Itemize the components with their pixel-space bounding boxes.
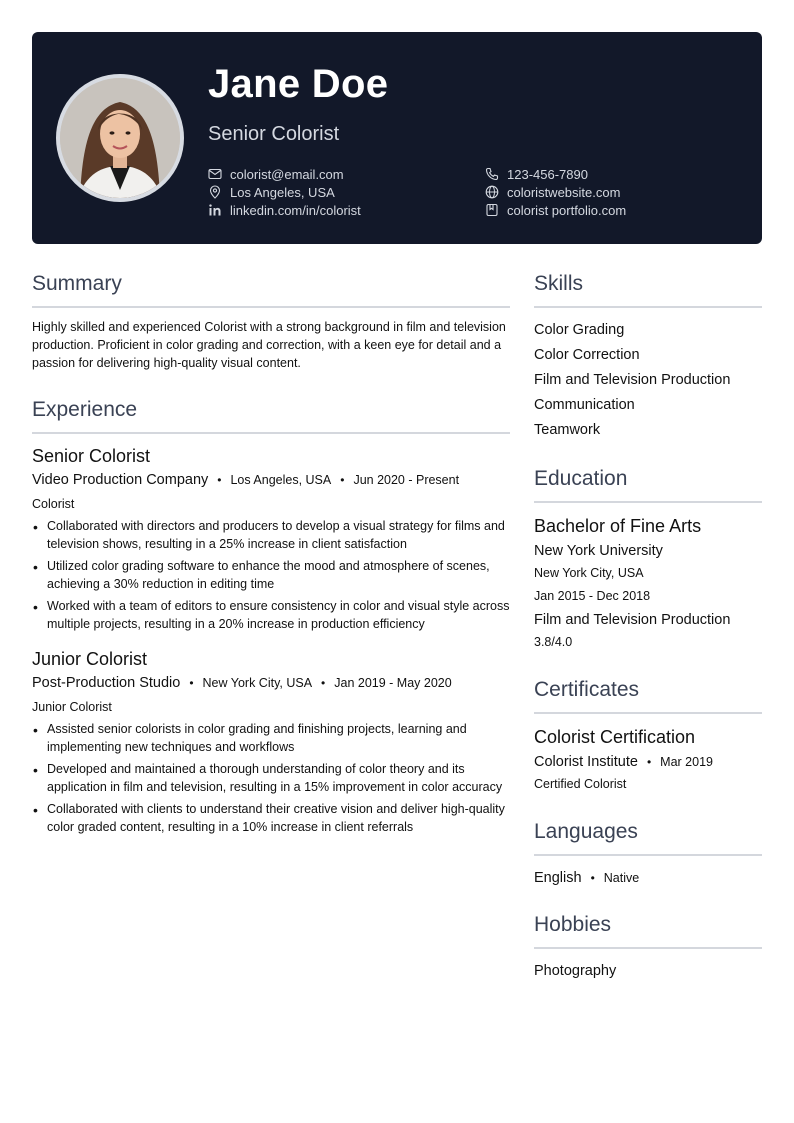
separator-dot: •: [321, 676, 326, 690]
certificate-issuer: Colorist Institute: [534, 754, 638, 770]
contact-linkedin[interactable]: [208, 202, 485, 218]
hobbies-heading: Hobbies: [534, 909, 762, 949]
gpa: 3.8/4.0: [534, 635, 573, 649]
hobby-item: Photography: [534, 963, 617, 979]
certificates-section: [534, 674, 762, 796]
candidate-name: Jane Doe: [208, 62, 389, 106]
education-section: [534, 463, 762, 654]
job-entry: [32, 444, 510, 633]
contact-list: [208, 166, 748, 218]
job-meta: [32, 472, 510, 494]
skills-section: [534, 268, 762, 443]
contact-location: [208, 184, 485, 200]
job-role: Junior Colorist: [32, 700, 112, 714]
education-dates: Jan 2015 - Dec 2018: [534, 589, 651, 603]
bookmark-icon: [485, 203, 499, 217]
skill-item: Teamwork: [534, 422, 601, 438]
contact-portfolio-text: colorist portfolio.com: [507, 202, 627, 218]
certificate-name: Colorist Certification: [534, 727, 696, 747]
certificates-heading: Certificates: [534, 674, 762, 714]
contact-website[interactable]: [485, 184, 748, 200]
contact-email-text: colorist@email.com: [230, 166, 344, 182]
languages-heading: Languages: [534, 816, 762, 856]
job-bullet: • Assisted senior colorists in color grading and finishing projects, learning and implementing new techniques and workflows: [32, 720, 510, 756]
job-title: Senior Colorist: [32, 446, 151, 466]
skill-item: Film and Television Production: [534, 372, 731, 388]
contact-location-text: Los Angeles, USA: [230, 184, 335, 200]
experience-section: [32, 394, 510, 836]
skills-heading: Skills: [534, 268, 762, 308]
candidate-title: Senior Colorist: [208, 123, 340, 145]
summary-section: [32, 268, 510, 372]
school-location: New York City, USA: [534, 566, 644, 580]
phone-icon: [485, 167, 499, 181]
skill-item: Color Grading: [534, 322, 625, 338]
school-name: New York University: [534, 543, 663, 559]
mail-icon: [208, 167, 222, 181]
contact-portfolio[interactable]: [485, 202, 748, 218]
job-location: Los Angeles, USA: [230, 473, 332, 487]
certificate-meta: [534, 750, 762, 773]
linkedin-icon: [208, 203, 222, 217]
globe-icon: [485, 185, 499, 199]
contact-website-text: coloristwebsite.com: [507, 184, 621, 200]
field-of-study: Film and Television Production: [534, 612, 731, 628]
languages-section: [534, 816, 762, 889]
job-location: New York City, USA: [202, 676, 313, 690]
resume-header: [32, 32, 762, 244]
skill-item: Color Correction: [534, 347, 640, 363]
contact-phone-text: 123-456-7890: [507, 166, 588, 182]
summary-heading: Summary: [32, 268, 510, 308]
job-bullet: • Utilized color grading software to enhance the mood and atmosphere of scenes, achieving a 30% reduction in editing time: [32, 557, 510, 593]
job-dates: Jan 2019 - May 2020: [334, 676, 452, 690]
separator-dot: •: [340, 473, 345, 487]
map-pin-icon: [208, 185, 222, 199]
separator-dot: •: [646, 755, 652, 769]
job-company: Video Production Company: [32, 472, 209, 488]
job-bullets: [32, 720, 510, 836]
separator-dot: •: [217, 473, 222, 487]
job-bullet: • Worked with a team of editors to ensure consistency in color and visual style across multiple projects, resulting in a 20% increase in production efficiency: [32, 597, 510, 633]
hobbies-section: [534, 909, 762, 984]
separator-dot: •: [189, 676, 194, 690]
separator-dot: •: [590, 871, 595, 885]
contact-linkedin-text: linkedin.com/in/colorist: [230, 202, 361, 218]
summary-text: Highly skilled and experienced Colorist with a strong background in film and television production. Proficient in color grading and correction, with a keen eye for detail and a passion for delivering high-quality visual content.: [32, 320, 506, 370]
certificate-date: Mar 2019: [660, 755, 713, 769]
contact-phone[interactable]: [485, 166, 748, 182]
sidebar-column: [534, 268, 762, 1004]
degree-title: Bachelor of Fine Arts: [534, 516, 702, 536]
job-dates: Jun 2020 - Present: [353, 473, 460, 487]
job-meta: [32, 675, 510, 697]
education-heading: Education: [534, 463, 762, 503]
job-role: Colorist: [32, 497, 75, 511]
skill-item: Communication: [534, 397, 635, 413]
job-bullets: [32, 517, 510, 633]
language-name: English: [534, 870, 582, 886]
certificate-description: Certified Colorist: [534, 777, 627, 791]
job-company: Post-Production Studio: [32, 675, 181, 691]
job-bullet: • Collaborated with clients to understand their creative vision and deliver high-quality color graded content, resulting in a 10% increase in client referrals: [32, 800, 510, 836]
job-title: Junior Colorist: [32, 649, 148, 669]
language-item: [534, 866, 762, 889]
job-bullet: • Developed and maintained a thorough understanding of color theory and its application in film and television, resulting in a 15% improvement in color accuracy: [32, 760, 510, 796]
job-bullet: • Collaborated with directors and producers to develop a visual strategy for films and television shows, resulting in a 25% increase in client satisfaction: [32, 517, 510, 553]
profile-photo: [56, 74, 184, 202]
contact-email[interactable]: [208, 166, 485, 182]
experience-heading: Experience: [32, 394, 510, 434]
main-column: [32, 268, 510, 850]
job-entry: [32, 647, 510, 836]
language-level: Native: [603, 871, 640, 885]
